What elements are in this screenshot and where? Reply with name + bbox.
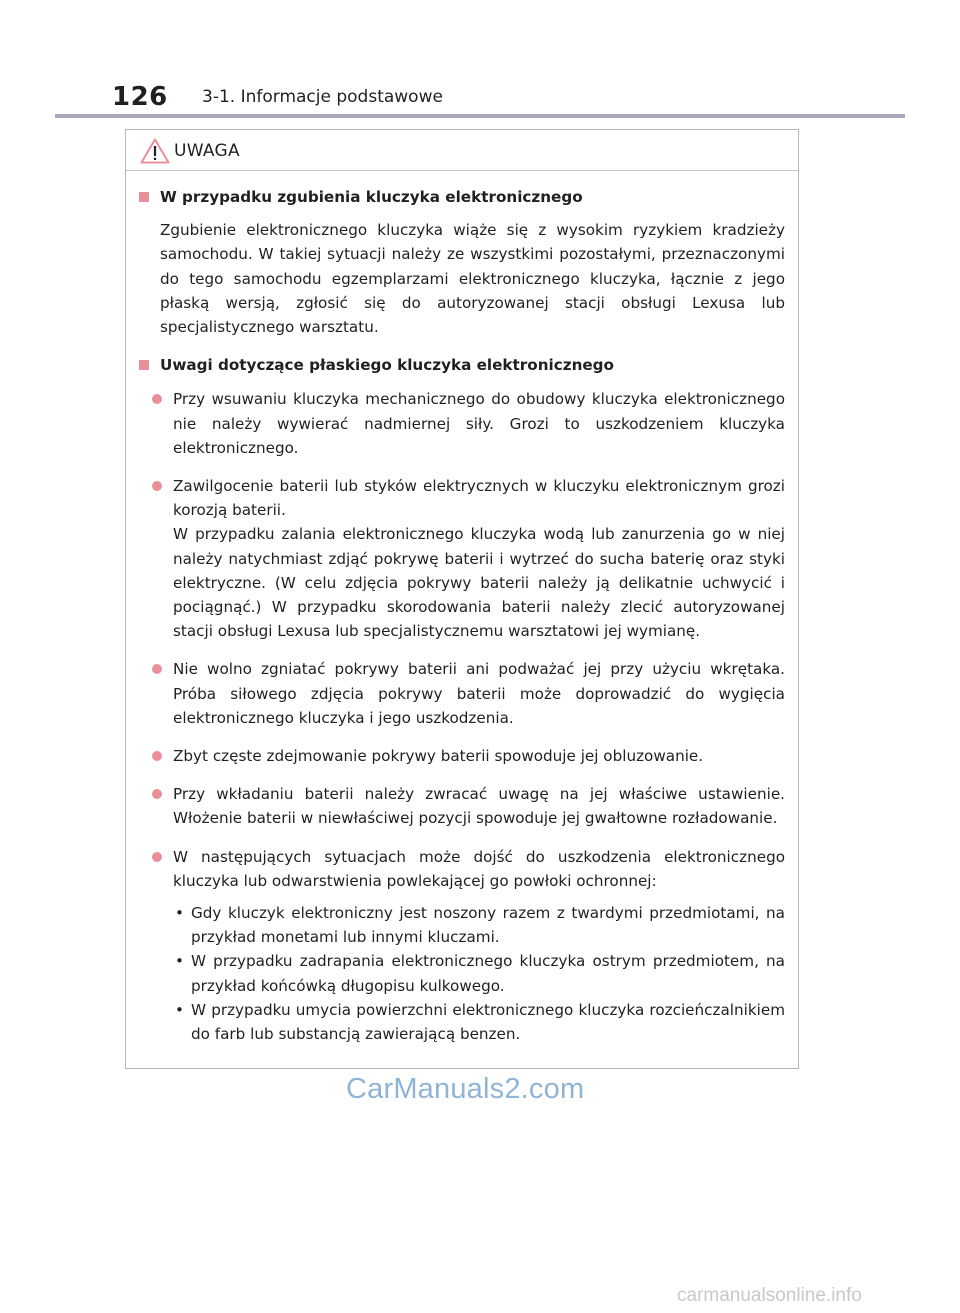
list-item-text: Zbyt częste zdejmowanie pokrywy baterii spowoduje jej obluzowanie. <box>173 747 704 766</box>
circle-bullet-icon <box>152 852 162 862</box>
sub-list-item-text: W przypadku zadrapania elektronicznego kluczyka ostrym przedmiotem, na przykład końcówką długopisu kulkowego. <box>191 952 785 995</box>
subheading-text: Uwagi dotyczące płaskiego kluczyka elektronicznego <box>160 356 614 375</box>
list-item-text: Przy wsuwaniu kluczyka mechanicznego do obudowy kluczyka elektronicznego nie należy wywierać nadmiernej siły. Grozi to uszkodzeniem kluczyka elektronicznego. <box>173 390 785 457</box>
sub-list-item-text: Gdy kluczyk elektroniczny jest noszony razem z twardymi przedmiotami, na przykład monetami lub innymi kluczami. <box>191 904 785 947</box>
sub-list-item-text: W przypadku umycia powierzchni elektronicznego kluczyka rozcieńczalnikiem do farb lub substancją zawierającą benzen. <box>191 1000 785 1044</box>
list-item-text: W następujących sytuacjach może dojść do uszkodzenia elektronicznego kluczyka lub odwarstwienia powlekającej go powłoki ochronnej: <box>173 847 785 890</box>
list-item <box>138 744 785 768</box>
footer-watermark: carmanualsonline.info <box>677 1285 862 1306</box>
bullet-marker: • <box>175 952 184 971</box>
header-divider <box>55 114 905 118</box>
subheading-flat-key <box>138 353 785 377</box>
circle-bullet-icon <box>152 394 162 404</box>
list-item-text: W przypadku zalania elektronicznego kluczyka wodą lub zanurzenia go w niej należy natychmiast zdjąć pokrywę baterii i wytrzeć do sucha baterię oraz styki elektryczne. (W celu zdjęcia pokrywy baterii należy ją delikatnie uchwycić i pociągnąć.) W przypadku skorodowania baterii należy zlecić autoryzowanej stacji obsługi Lexusa lub specjalistycznemu warsztatowi jej wymianę. <box>173 525 785 641</box>
bullet-marker: • <box>175 904 184 923</box>
section-title: 3-1. Informacje podstawowe <box>202 87 443 107</box>
list-item <box>138 387 785 460</box>
circle-bullet-icon <box>152 789 162 799</box>
list-item-text: Nie wolno zgniatać pokrywy baterii ani podważać jej przy użyciu wkrętaka. Próba siłowego zdjęcia pokrywy baterii może doprowadzić do wygięcia elektronicznego kluczyka i jego uszkodzenia. <box>173 660 785 727</box>
subheading-text: W przypadku zgubienia kluczyka elektronicznego <box>160 188 583 206</box>
sub-list-item <box>138 901 785 949</box>
warning-triangle-icon <box>140 138 170 164</box>
lost-key-paragraph: Zgubienie elektronicznego kluczyka wiąże się z wysokim ryzykiem kradzieży samochodu. W takiej sytuacji należy ze wszystkimi pozostałymi, przeznaczonymi do tego samochodu egzemplarzami elektronicznego kluczyka, łącznie z jego płaską wersją, zgłosić się do autoryzowanej stacji obsługi Lexusa lub specjalistycznego warsztatu. <box>160 221 785 337</box>
circle-bullet-icon <box>152 481 162 491</box>
square-bullet-icon <box>139 360 149 370</box>
warning-header <box>126 130 798 171</box>
list-item <box>138 845 785 893</box>
circle-bullet-icon <box>152 664 162 674</box>
list-item <box>138 657 785 730</box>
sub-list <box>138 901 785 1046</box>
sub-list-item <box>138 949 785 997</box>
page-number: 126 <box>112 82 168 112</box>
list-item-text: Przy wkładaniu baterii należy zwracać uwagę na jej właściwe ustawienie. Włożenie baterii w niewłaściwej pozycji spowoduje jej gwałtowne rozładowanie. <box>173 785 785 828</box>
circle-bullet-icon <box>152 751 162 761</box>
warning-content <box>138 185 785 1046</box>
square-bullet-icon <box>139 192 149 202</box>
list-item <box>138 474 785 643</box>
sub-list-item <box>138 998 785 1046</box>
list-item <box>138 782 785 830</box>
bullet-marker: • <box>175 1000 184 1019</box>
list-item-text: Zawilgocenie baterii lub styków elektrycznych w kluczyku elektronicznym grozi korozją baterii. <box>173 477 785 520</box>
warning-title: UWAGA <box>174 141 240 161</box>
warning-box <box>125 129 799 1069</box>
subheading-lost-key <box>138 185 785 209</box>
watermark-logo: CarManuals2.com <box>346 1073 585 1105</box>
